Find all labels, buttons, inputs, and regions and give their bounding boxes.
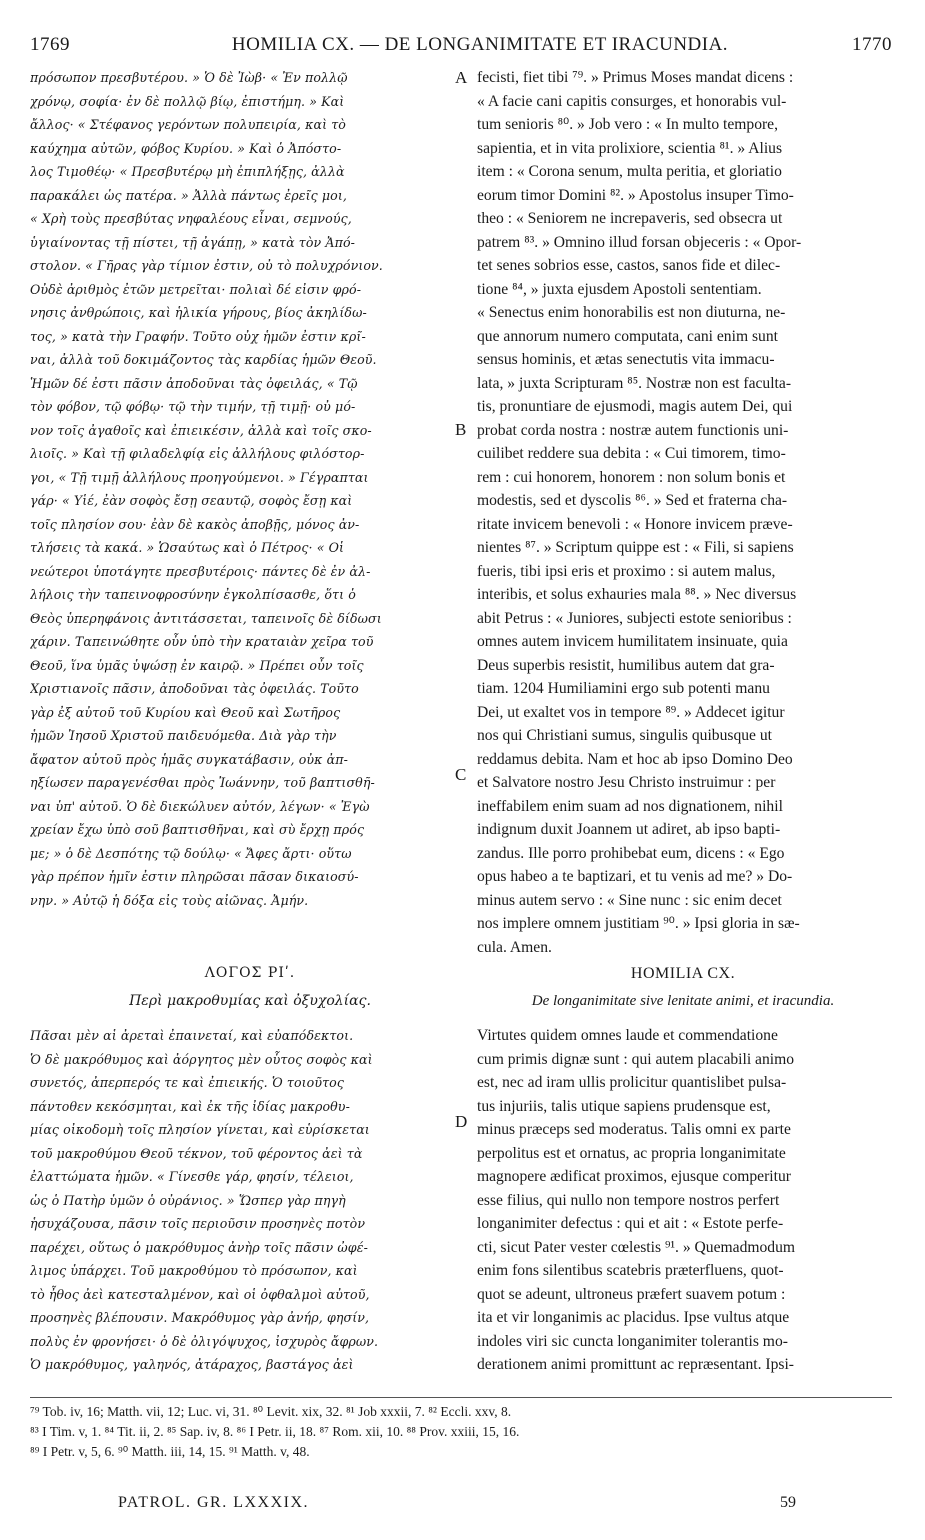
latin-text-line: ita et vir longanimis ac placidus. Ipse vultus atque	[477, 1309, 790, 1326]
latin-text-line: est, nec ad iram ullis prolicitur quantislibet pulsa-	[477, 1074, 787, 1091]
greek-text-line: πολὺς ἐν φρονήσει· ὁ δὲ ὀλιγόψυχος, ἰσχυρὸς ἄφρων.	[30, 1333, 379, 1349]
latin-text-line: tiam. 1204 Humiliamini ergo sub potenti manu	[477, 680, 770, 697]
greek-text-line: λος Τιμοθέῳ· « Πρεσβυτέρῳ μὴ ἐπιπλήξῃς, ἀλλὰ	[30, 164, 345, 179]
greek-text-line: νησις ἀνθρώποις, καὶ ἡλικία γήρους, βίος ἀκηλίδω-	[30, 305, 367, 320]
latin-text-line: item : « Corona senum, multa peritia, et gloriatio	[477, 163, 782, 180]
latin-text-line: patrem ⁸³. » Omnino illud forsan objeceris : « Opor-	[477, 233, 802, 251]
signature-mark: 59	[780, 1494, 796, 1511]
greek-text-line: λιμος ὑπάρχει. Τοῦ μακροθύμου τὸ πρόσωπον, καὶ	[30, 1263, 358, 1278]
latin-text-line: derationem animi promittunt ac repræsentant. Ipsi-	[477, 1356, 794, 1373]
greek-text-line: καύχημα αὐτῶν, φόβος Κυρίου. » Καὶ ὁ Ἀπόστο-	[30, 140, 342, 156]
greek-text-line: ναι ὑπ' αὐτοῦ. Ὁ δὲ διεκώλυεν αὐτόν, λέγων· « Ἐγὼ	[30, 798, 370, 814]
greek-text-line: Θεοῦ, ἵνα ὑμᾶς ὑψώσῃ ἐν καιρῷ. » Πρέπει οὖν τοῖς	[30, 657, 364, 673]
greek-text-line: νεώτεροι ὑποτάγητε πρεσβυτέροις· πάντες δὲ ἐν ἀλ-	[30, 563, 371, 579]
greek-text-line: πάντοθεν κεκόσμηται, καὶ ἐκ τῆς ἰδίας μακροθυ-	[30, 1098, 350, 1114]
latin-text-line: Deus superbis resistit, humilibus autem dat gra-	[477, 656, 775, 674]
greek-column-top	[30, 66, 470, 912]
latin-text-line: magnopere ædificat proximos, ejusque comperitur	[477, 1168, 791, 1185]
latin-text-line: indignum duxit Joannem ut adiret, ab ipso bapti-	[477, 821, 781, 838]
latin-text-line: quot se adeunt, ultroneus præfert suavem potum :	[477, 1285, 786, 1303]
greek-text-line: νον τοῖς ἀγαθοῖς καὶ ἐπιεικέσιν, ἀλλὰ καὶ τοῖς σκο-	[30, 422, 372, 438]
greek-text-line: χρόνῳ, σοφία· ἐν δὲ πολλῷ βίῳ, ἐπιστήμη. » Καὶ	[30, 93, 345, 109]
latin-text-line: minus præceps sed moderatus. Talis omni ex parte	[477, 1121, 791, 1138]
latin-text-line: rem : cui honorem, honorem : non solum bonis et	[477, 468, 786, 486]
latin-text-line: sensus hominis, et ætas senectutis vita immacu-	[477, 351, 775, 368]
greek-text-line: γὰρ ἐξ αὐτοῦ τοῦ Κυρίου καὶ Θεοῦ καὶ Σωτῆρος	[30, 704, 341, 720]
greek-text-line: Ὁ μακρόθυμος, γαληνός, ἀτάραχος, βαστάγος ἀεὶ	[30, 1357, 354, 1372]
greek-homily-subtitle: Περὶ μακροθυμίας καὶ ὀξυχολίας.	[129, 993, 371, 1009]
latin-text-line: nos qui Christiani sumus, singulis quibusque ut	[477, 727, 773, 744]
latin-text-line: opus habeo a te baptizari, et tu venis ad me? » Do-	[477, 868, 793, 885]
greek-text-line: ἄφατον αὐτοῦ πρὸς ἡμᾶς συγκατάβασιν, οὐκ ἀπ-	[30, 751, 348, 767]
latin-text-line: enim fons silentibus scatebris præterfluens, quot-	[477, 1262, 784, 1279]
latin-text-line: cti, sicut Pater vester cœlestis ⁹¹. » Quemadmodum	[477, 1238, 796, 1256]
footnote-line: ⁸⁹ I Petr. v, 5, 6. ⁹⁰ Matth. iii, 14, 15. ⁹¹ Matth. v, 48.	[30, 1444, 310, 1459]
greek-text-line: τὸν φόβον, τῷ φόβῳ· τῷ τὴν τιμήν, τῇ τιμῇ· οὐ μό-	[30, 399, 356, 414]
greek-text-line: χρείαν ἔχω ὑπὸ σοῦ βαπτισθῆναι, καὶ σὺ ἔρχῃ πρός	[30, 822, 365, 837]
latin-text-line: modestis, sed et dyscolis ⁸⁶. » Sed et fraterna cha-	[477, 492, 788, 509]
latin-text-line: cum primis dignæ sunt : qui autem placabili animo	[477, 1050, 795, 1068]
latin-text-line: nos implere omnem justitiam ⁹⁰. » Ipsi gloria in sæ-	[477, 915, 800, 932]
greek-text-line: ηξίωσεν παραγενέσθαι πρὸς Ἰωάννην, τοῦ βαπτισθῆ-	[30, 775, 375, 790]
greek-text-line: νην. » Αὐτῷ ἡ δόξα εἰς τοὺς αἰῶνας. Ἀμήν.	[30, 892, 309, 908]
latin-text-line: reddamus debita. Nam et hoc ab ipso Domino Deo	[477, 750, 793, 768]
greek-text-line: συνετός, ἀπερπερός τε καὶ ἐπιεικής. Ὁ τοιοῦτος	[30, 1075, 345, 1090]
latin-text-line: tus injuriis, talis utique sapiens prudensque est,	[477, 1097, 771, 1115]
greek-text-line: χάριν. Ταπεινώθητε οὖν ὑπὸ τὴν κραταιὰν χεῖρα τοῦ	[30, 634, 374, 649]
latin-text-line: eorum timor Domini ⁸². » Apostolus insuper Timo-	[477, 186, 794, 204]
latin-text-line: sapientia, et in vita prolixiore, scientia ⁸¹. » Alius	[477, 139, 783, 157]
greek-text-line: « Χρὴ τοὺς πρεσβύτας νηφαλέους εἶναι, σεμνούς,	[30, 211, 352, 226]
greek-text-line: Θεὸς ὑπερηφάνοις ἀντιτάσσεται, ταπεινοῖς δὲ δίδωσι	[30, 610, 382, 626]
latin-column-bottom	[477, 1024, 889, 1377]
greek-homily-heading: ΛΟΓΟΣ ΡΙʹ.	[204, 965, 296, 981]
greek-text-line: γὰρ πρέπον ἡμῖν ἐστιν πληρῶσαι πᾶσαν δικαιοσύ-	[30, 869, 359, 884]
latin-text-line: longanimiter defectus : qui et ait : « Estote perfe-	[477, 1215, 784, 1232]
greek-text-line: ἄλλος· « Στέφανος γερόντων πολυπειρία, καὶ τὸ	[30, 117, 346, 132]
margin-letter-b: B	[455, 420, 467, 439]
latin-text-line: abit Petrus : « Juniores, subjecti estote senioribus :	[477, 609, 792, 627]
greek-text-line: τος, » κατὰ τὴν Γραφήν. Τοῦτο οὐχ ἡμῶν ἐστιν κρῖ-	[30, 328, 366, 344]
latin-text-line: et Salvatore nostro Jesu Christo instruimur : per	[477, 774, 776, 791]
greek-text-line: ναι, ἀλλὰ τοῦ δοκιμάζοντος τὰς καρδίας ἡμῶν Θεοῦ.	[30, 352, 377, 367]
latin-text-line: indoles viri sic cuncta longanimiter tolerantis mo-	[477, 1332, 788, 1350]
latin-text-line: lata, » juxta Scripturam ⁸⁵. Nostræ non est faculta-	[477, 374, 792, 392]
latin-text-line: perpolitus est et ornatus, ac propria longanimitate	[477, 1144, 786, 1162]
greek-text-line: τοῦ μακροθύμου Θεοῦ τέκνον, τοῦ φέροντος ἀεὶ τὰ	[30, 1145, 363, 1161]
latin-text-line: esse filius, qui nullo non tempore nostros perfert	[477, 1191, 780, 1209]
greek-text-line: στολον. « Γῆρας γὰρ τίμιον ἐστιν, οὐ τὸ πολυχρόνιον.	[30, 258, 383, 273]
greek-text-line: προσηνὲς βλέπουσιν. Μακρόθυμος γὰρ ἀνήρ, φησίν,	[30, 1310, 370, 1325]
greek-text-line: ἡσυχάζουσα, πᾶσιν τοῖς περιοῦσιν προσηνὲς ποτὸν	[30, 1216, 366, 1231]
margin-letter-c: C	[455, 765, 467, 784]
latin-text-line: Dei, ut exaltet vos in tempore ⁸⁹. » Addecet igitur	[477, 703, 785, 721]
greek-text-line: Ἡμῶν δέ ἐστι πᾶσιν ἀποδοῦναι τὰς ὀφειλάς, « Τῷ	[30, 375, 358, 391]
page-header	[30, 34, 892, 60]
latin-text-line: fueris, tibi ipsi eris et proximo : si autem malus,	[477, 562, 776, 580]
greek-text-line: παρέχει, οὕτως ὁ μακρόθυμος ἀνὴρ τοῖς πᾶσιν ὠφέ-	[30, 1239, 368, 1255]
greek-text-line: ἐλαττώματα ἡμῶν. « Γίνεσθε γάρ, φησίν, τέλειοι,	[30, 1169, 354, 1184]
latin-text-line: nientes ⁸⁷. » Scriptum quippe est : « Fili, si sapiens	[477, 539, 794, 556]
latin-text-line: omnes autem invicem humilitatem insinuate, quia	[477, 633, 788, 650]
latin-text-line: « A facie cani capitis consurges, et honorabis vul-	[477, 92, 787, 110]
latin-text-line: tione ⁸⁴, » juxta ejusdem Apostoli sententiam.	[477, 280, 762, 298]
greek-text-line: γοι, « Τῇ τιμῇ ἀλλήλους προηγούμενοι. » Γέγραπται	[30, 469, 369, 485]
latin-text-line: « Senectus enim honorabilis est non diuturna, ne-	[477, 304, 786, 321]
latin-text-line: probat corda nostra : nostræ autem functionis uni-	[477, 421, 789, 439]
latin-text-line: ritate invicem benevoli : « Honore invicem præve-	[477, 515, 793, 533]
page-number-left: 1769	[30, 34, 70, 55]
margin-letter-a: A	[455, 68, 468, 87]
greek-text-line: τοῖς πλησίον σου· ἐὰν δὲ κακὸς ἀποβῇς, μόνος ἀν-	[30, 516, 360, 532]
greek-text-line: Χριστιανοῖς πᾶσιν, ἀποδοῦναι τὰς ὀφειλάς. Τοῦτο	[30, 681, 359, 696]
latin-column-top	[477, 66, 889, 959]
footnote-line: ⁷⁹ Tob. iv, 16; Matth. vii, 12; Luc. vi, 31. ⁸⁰ Levit. xix, 32. ⁸¹ Job xxxii, 7. ⁸² Eccli. xxv, 8.	[30, 1404, 512, 1419]
greek-text-line: ὡς ὁ Πατὴρ ὑμῶν ὁ οὐράνιος. » Ὥσπερ γὰρ πηγὴ	[30, 1192, 346, 1208]
greek-text-line: Πᾶσαι μὲν αἱ ἀρεταὶ ἐπαινεταί, καὶ εὐαπόδεκτοι.	[30, 1028, 354, 1043]
latin-homily-heading: HOMILIA CX.	[630, 965, 736, 982]
latin-text-line: cula. Amen.	[477, 938, 552, 956]
margin-letter-d: D	[455, 1112, 468, 1131]
greek-text-line: λιοῖς. » Καὶ τῇ φιλαδελφίᾳ εἰς ἀλλήλους φιλόστορ-	[30, 446, 365, 461]
latin-text-line: tis, pronuntiare de ejusmodi, magis autem Dei, qui	[477, 398, 793, 415]
greek-text-line: Οὐδὲ ἀριθμὸς ἐτῶν μετρεῖται· πολιαὶ δέ εἰσιν φρό-	[30, 281, 362, 297]
greek-text-line: με; » ὁ δὲ Δεσπότης τῷ δούλῳ· « Ἄφες ἄρτι· οὕτω	[30, 845, 352, 861]
latin-text-line: tet senes sobrios esse, castos, sanos fide et dilec-	[477, 257, 781, 274]
latin-text-line: theo : « Seniorem ne increpaveris, sed obsecra ut	[477, 210, 783, 227]
latin-homily-subtitle: De longanimitate sive lenitate animi, et iracundia.	[531, 993, 835, 1009]
latin-text-line: ineffabilem enim suam ad nos dignationem, nihil	[477, 797, 783, 815]
greek-text-line: τλήσεις τὰ κακά. » Ὡσαύτως καὶ ὁ Πέτρος· « Οἱ	[30, 540, 345, 555]
greek-text-line: τὸ ἦθος ἀεὶ κατεσταλμένον, καὶ οἱ ὀφθαλμοὶ αὐτοῦ,	[30, 1286, 370, 1302]
footnote-line: ⁸³ I Tim. v, 1. ⁸⁴ Tit. ii, 2. ⁸⁵ Sap. iv, 8. ⁸⁶ I Petr. ii, 18. ⁸⁷ Rom. xii, 10. ⁸⁸ Prov. xxiii, 15, 16.	[30, 1424, 520, 1439]
greek-column-bottom	[30, 1024, 470, 1377]
greek-text-line: παρακάλει ὡς πατέρα. » Ἀλλὰ πάντως ἐρεῖς μοι,	[30, 187, 348, 203]
latin-text-line: interibis, et solus exhauries mala ⁸⁸. » Nec diversus	[477, 586, 797, 603]
latin-text-line: zandus. Ille porro prohibebat eum, dicens : « Ego	[477, 844, 785, 862]
greek-text-line: λήλοις τὴν ταπεινοφροσύνην ἐγκολπίσασθε, ὅτι ὁ	[30, 587, 356, 602]
latin-text-line: que annorum numero computata, cani enim sunt	[477, 327, 778, 345]
greek-text-line: μίας οἰκοδομὴ τοῖς πλησίον γίνεται, καὶ εὑρίσκεται	[30, 1122, 370, 1137]
greek-text-line: Ὁ δὲ μακρόθυμος καὶ ἀόργητος μὲν οὗτος σοφὸς καὶ	[30, 1051, 373, 1067]
running-title: HOMILIA CX. — DE LONGANIMITATE ET IRACUNDIA.	[231, 34, 729, 55]
latin-text-line: tum senioris ⁸⁰. » Job vero : « In multo tempore,	[477, 116, 779, 133]
latin-text-line: fecisti, fiet tibi ⁷⁹. » Primus Moses mandat dicens :	[477, 69, 794, 86]
page-number-right: 1770	[852, 34, 892, 55]
latin-text-line: Virtutes quidem omnes laude et commendatione	[477, 1027, 778, 1044]
series-label: PATROL. GR. LXXXIX.	[118, 1494, 310, 1511]
greek-text-line: ὑγιαίνοντας τῇ πίστει, τῇ ἀγάπῃ, » κατὰ τὸν Ἀπό-	[30, 234, 356, 250]
latin-text-line: minus autem servo : « Sine nunc : sic enim decet	[477, 891, 782, 909]
footnote-rule	[30, 1397, 892, 1398]
greek-text-line: γάρ· « Υἱέ, ἐὰν σοφὸς ἔσῃ σεαυτῷ, σοφὸς ἔσῃ καὶ	[30, 493, 353, 508]
latin-text-line: cuilibet reddere sua debita : « Cui timorem, timo-	[477, 445, 786, 462]
greek-text-line: πρόσωπον πρεσβυτέρου. » Ὁ δὲ Ἰὼβ· « Ἐν πολλῷ	[30, 70, 348, 85]
greek-text-line: ἡμῶν Ἰησοῦ Χριστοῦ παιδευόμεθα. Διὰ γὰρ τὴν	[30, 728, 337, 743]
